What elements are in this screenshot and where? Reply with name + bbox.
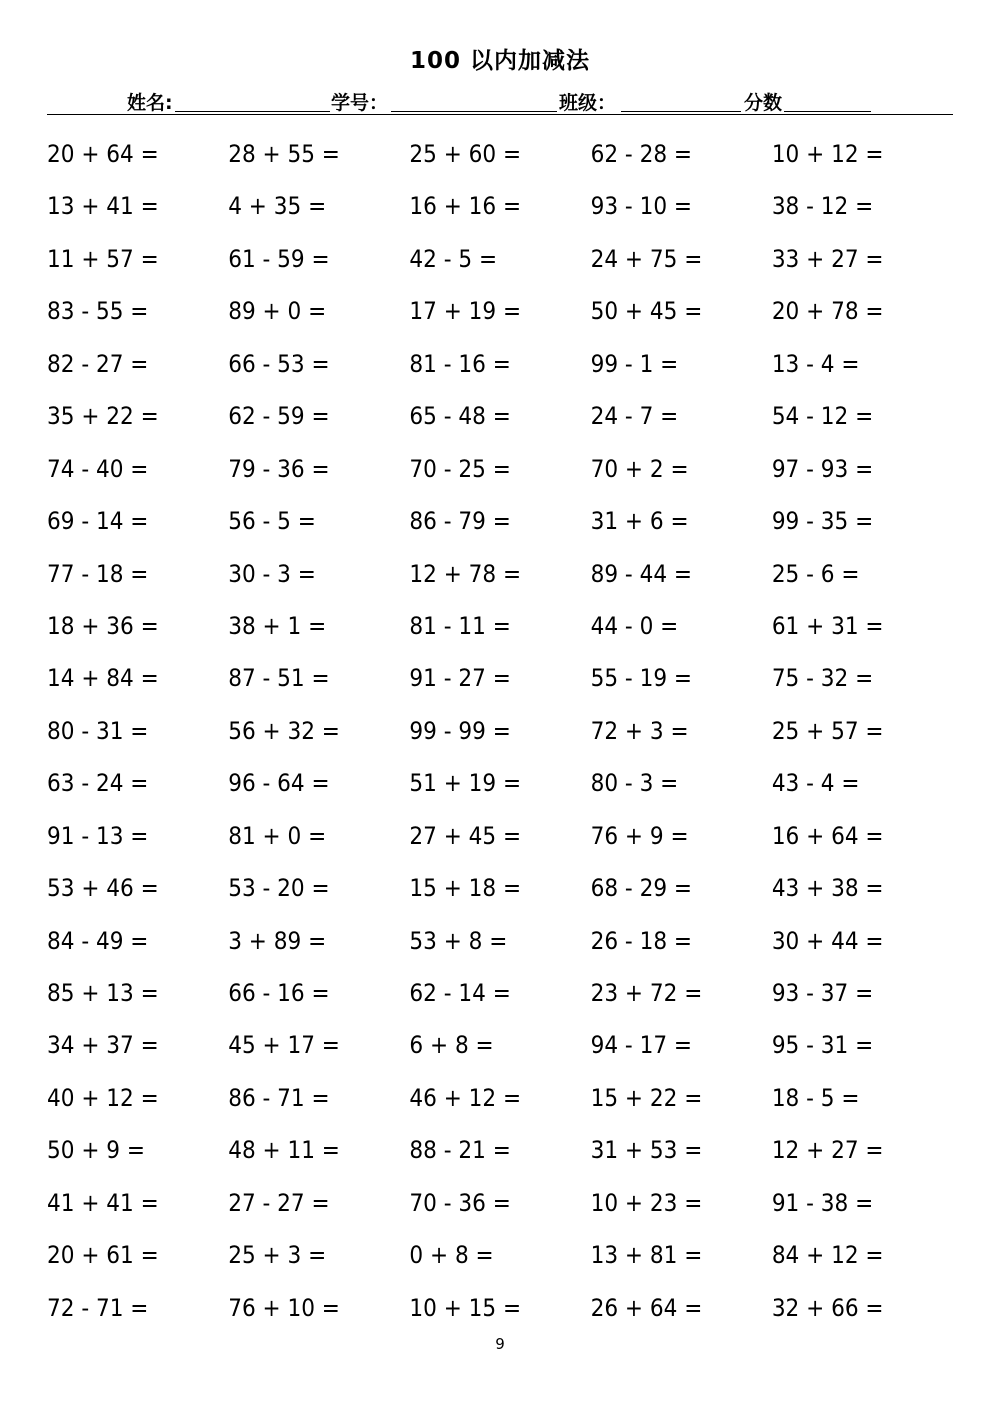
problem-item: 89 - 44 = [590,559,692,588]
problem-item: 24 - 7 = [590,402,679,431]
problem-item: 50 + 45 = [590,297,703,326]
problem-row [47,1233,953,1285]
problem-item: 84 + 12 = [771,1241,884,1270]
problem-item: 53 + 8 = [409,926,508,955]
problem-item: 18 + 36 = [47,611,159,640]
problem-item: 54 - 12 = [771,402,874,431]
problem-item: 46 + 12 = [409,1083,522,1112]
problem-row [47,604,953,656]
problem-item: 99 - 99 = [409,716,511,745]
problem-item: 89 + 0 = [228,297,327,326]
problem-item: 17 + 19 = [409,297,522,326]
problem-item: 66 - 53 = [228,349,330,378]
problem-item: 96 - 64 = [228,769,330,798]
problem-row [47,1181,953,1233]
problem-item: 27 + 45 = [409,821,522,850]
problem-item: 87 - 51 = [228,664,330,693]
problem-item: 38 + 1 = [228,611,327,640]
problem-item: 63 - 24 = [47,769,149,798]
problem-item: 91 - 13 = [47,821,149,850]
problem-item: 99 - 35 = [771,507,874,536]
problem-item: 26 + 64 = [590,1293,703,1322]
problem-item: 10 + 23 = [590,1188,703,1217]
problem-item: 15 + 22 = [590,1083,703,1112]
problem-row [47,761,953,813]
problem-row [47,814,953,866]
problem-item: 14 + 84 = [47,664,159,693]
problem-row [47,656,953,708]
problem-item: 62 - 14 = [409,979,511,1007]
problem-item: 35 + 22 = [47,402,159,431]
problem-item: 20 + 64 = [47,140,159,168]
problem-item: 25 + 57 = [771,716,884,745]
problem-item: 88 - 21 = [409,1136,511,1165]
problem-item: 45 + 17 = [228,1031,340,1060]
problem-item: 56 - 5 = [228,507,316,536]
problem-row [47,342,953,394]
problem-item: 13 + 81 = [590,1241,703,1270]
problem-item: 85 + 13 = [47,979,159,1007]
problem-item: 24 + 75 = [590,244,703,273]
problem-item: 95 - 31 = [771,1031,874,1060]
problem-row [47,184,953,236]
problem-item: 68 - 29 = [590,874,692,903]
problem-item: 56 + 32 = [228,716,340,745]
problem-item: 31 + 6 = [590,507,689,536]
problem-item: 44 - 0 = [590,611,679,640]
problem-item: 76 + 10 = [228,1293,340,1322]
problem-item: 80 - 3 = [590,769,679,798]
problem-row [47,289,953,341]
problem-item: 79 - 36 = [228,454,330,483]
problem-item: 51 + 19 = [409,769,522,798]
problem-item: 43 - 4 = [771,769,860,798]
problem-row [47,394,953,446]
problem-item: 72 - 71 = [47,1293,149,1322]
problem-item: 53 - 20 = [228,874,330,903]
problem-item: 66 - 16 = [228,979,330,1007]
problem-item: 80 - 31 = [47,716,149,745]
problem-item: 12 + 27 = [771,1136,884,1165]
problem-row [47,552,953,604]
problem-item: 26 - 18 = [590,926,692,955]
problem-item: 81 - 16 = [409,349,511,378]
problem-row [47,447,953,499]
problem-item: 30 + 44 = [771,926,884,955]
problem-item: 10 + 12 = [771,140,884,168]
score-blank[interactable] [784,111,871,112]
problem-item: 25 - 6 = [771,559,860,588]
problem-item: 81 - 11 = [409,611,511,640]
problem-item: 62 - 28 = [590,140,692,168]
problem-item: 23 + 72 = [590,979,703,1007]
problem-item: 34 + 37 = [47,1031,159,1060]
problem-item: 86 - 79 = [409,507,511,536]
problem-row [47,1076,953,1128]
problem-item: 12 + 78 = [409,559,522,588]
problem-item: 25 + 3 = [228,1241,327,1270]
problem-item: 48 + 11 = [228,1136,340,1165]
problem-item: 13 - 4 = [771,349,860,378]
id-label: 学号： [331,92,389,114]
problem-row [47,971,953,1023]
problem-item: 93 - 10 = [590,192,692,221]
problem-item: 91 - 27 = [409,664,511,693]
problem-item: 41 + 41 = [47,1188,159,1217]
problem-item: 86 - 71 = [228,1083,330,1112]
problem-item: 28 + 55 = [228,140,340,168]
problem-item: 84 - 49 = [47,926,149,955]
problem-item: 62 - 59 = [228,402,330,431]
problem-item: 81 + 0 = [228,821,327,850]
problem-item: 15 + 18 = [409,874,522,903]
problem-item: 76 + 9 = [590,821,689,850]
problem-item: 94 - 17 = [590,1031,692,1060]
problem-item: 42 - 5 = [409,244,498,273]
page-number: 9 [495,1335,505,1353]
class-label: 班级： [559,92,617,114]
problem-item: 72 + 3 = [590,716,689,745]
problem-item: 10 + 15 = [409,1293,522,1322]
problem-item: 20 + 78 = [771,297,884,326]
problem-row [47,237,953,289]
problem-item: 3 + 89 = [228,926,327,955]
problem-item: 99 - 1 = [590,349,679,378]
student-info-row [47,88,953,115]
problem-row [47,1023,953,1075]
problem-item: 20 + 61 = [47,1241,159,1270]
class-blank[interactable] [621,111,741,112]
problem-item: 31 + 53 = [590,1136,703,1165]
name-label: 姓名: [127,92,173,114]
problem-item: 11 + 57 = [47,244,159,273]
problem-item: 65 - 48 = [409,402,511,431]
problem-row [47,499,953,551]
problem-item: 77 - 18 = [47,559,149,588]
problem-item: 16 + 16 = [409,192,522,221]
id-blank[interactable] [391,111,557,112]
problem-row [47,132,953,184]
problem-item: 97 - 93 = [771,454,874,483]
problem-item: 61 - 59 = [228,244,330,273]
problem-item: 33 + 27 = [771,244,884,273]
problem-item: 83 - 55 = [47,297,149,326]
problem-item: 0 + 8 = [409,1241,494,1270]
problem-item: 4 + 35 = [228,192,327,221]
problem-row [47,919,953,971]
problem-item: 16 + 64 = [771,821,884,850]
problem-item: 75 - 32 = [771,664,874,693]
problem-item: 91 - 38 = [771,1188,874,1217]
problem-item: 27 - 27 = [228,1188,330,1217]
problem-item: 70 - 36 = [409,1188,511,1217]
problem-row [47,866,953,918]
problem-row [47,1286,953,1338]
problem-item: 40 + 12 = [47,1083,159,1112]
problem-item: 18 - 5 = [771,1083,860,1112]
problem-item: 43 + 38 = [771,874,884,903]
problem-item: 13 + 41 = [47,192,159,221]
problem-item: 93 - 37 = [771,979,874,1007]
problem-item: 55 - 19 = [590,664,692,693]
name-blank[interactable] [175,111,330,112]
problem-item: 69 - 14 = [47,507,149,536]
problem-item: 70 - 25 = [409,454,511,483]
problem-item: 74 - 40 = [47,454,149,483]
problem-item: 25 + 60 = [409,140,522,168]
page-title: 100 以内加减法 [409,48,591,74]
problem-item: 6 + 8 = [409,1031,494,1060]
problem-item: 53 + 46 = [47,874,159,903]
problem-item: 32 + 66 = [771,1293,884,1322]
problem-item: 61 + 31 = [771,611,884,640]
problem-row [47,709,953,761]
problem-grid [47,132,953,1338]
problem-row [47,1128,953,1180]
score-label: 分数 [744,92,783,114]
problem-item: 38 - 12 = [771,192,874,221]
problem-item: 70 + 2 = [590,454,689,483]
problem-item: 50 + 9 = [47,1136,145,1165]
problem-item: 30 - 3 = [228,559,316,588]
problem-item: 82 - 27 = [47,349,149,378]
